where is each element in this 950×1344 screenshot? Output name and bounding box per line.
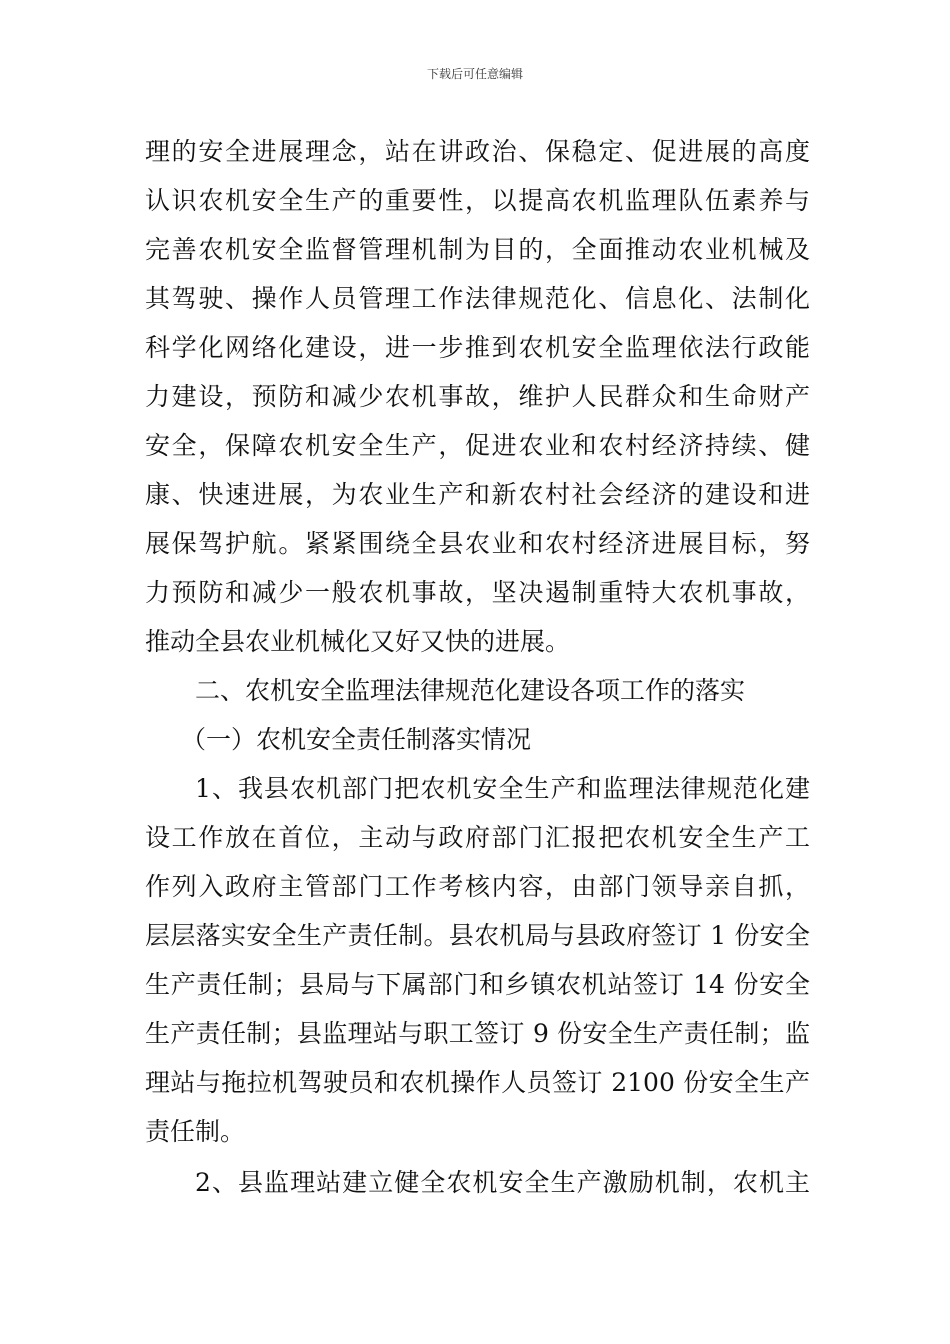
- text-line: 责任制。: [145, 1117, 246, 1146]
- document-body: [145, 127, 810, 1207]
- page-header-note: 下载后可任意编辑: [426, 67, 523, 81]
- text-line: 认识农机安全生产的重要性，以提高农机监理队伍素养与: [145, 186, 810, 215]
- text-line: 推动全县农业机械化又好又快的进展。: [145, 627, 571, 656]
- text-line: 1、我县农机部门把农机安全生产和监理法律规范化建: [195, 774, 810, 803]
- section-heading: 二、农机安全监理法律规范化建设各项工作的落实: [195, 676, 746, 705]
- text-line: 完善农机安全监督管理机制为目的，全面推动农业机械及: [145, 235, 810, 264]
- text-line: 2、县监理站建立健全农机安全生产激励机制，农机主: [195, 1168, 810, 1197]
- text-line: 力预防和减少一般农机事故，坚决遏制重特大农机事故，: [145, 578, 810, 607]
- text-line: 层层落实安全生产责任制。县农机局与县政府签订 1 份安全: [145, 921, 810, 950]
- subsection-heading: （一）农机安全责任制落实情况: [181, 725, 532, 754]
- text-line: 科学化网络化建设，进一步推到农机安全监理依法行政能: [145, 333, 810, 362]
- text-line: 设工作放在首位，主动与政府部门汇报把农机安全生产工: [145, 823, 810, 852]
- text-line: 安全，保障农机安全生产，促进农业和农村经济持续、健: [145, 431, 810, 460]
- text-line: 其驾驶、操作人员管理工作法律规范化、信息化、法制化: [145, 284, 810, 313]
- text-line: 生产责任制；县局与下属部门和乡镇农机站签订 14 份安全: [145, 970, 810, 999]
- text-line: 展保驾护航。紧紧围绕全县农业和农村经济进展目标，努: [145, 529, 810, 558]
- text-line: 力建设，预防和减少农机事故，维护人民群众和生命财产: [145, 382, 810, 411]
- text-line: 康、快速进展，为农业生产和新农村社会经济的建设和进: [145, 480, 810, 509]
- text-line: 生产责任制；县监理站与职工签订 9 份安全生产责任制；监: [145, 1019, 810, 1048]
- text-line: 理的安全进展理念，站在讲政治、保稳定、促进展的高度: [145, 137, 810, 166]
- text-line: 理站与拖拉机驾驶员和农机操作人员签订 2100 份安全生产: [145, 1068, 810, 1097]
- text-line: 作列入政府主管部门工作考核内容，由部门领导亲自抓，: [145, 872, 810, 901]
